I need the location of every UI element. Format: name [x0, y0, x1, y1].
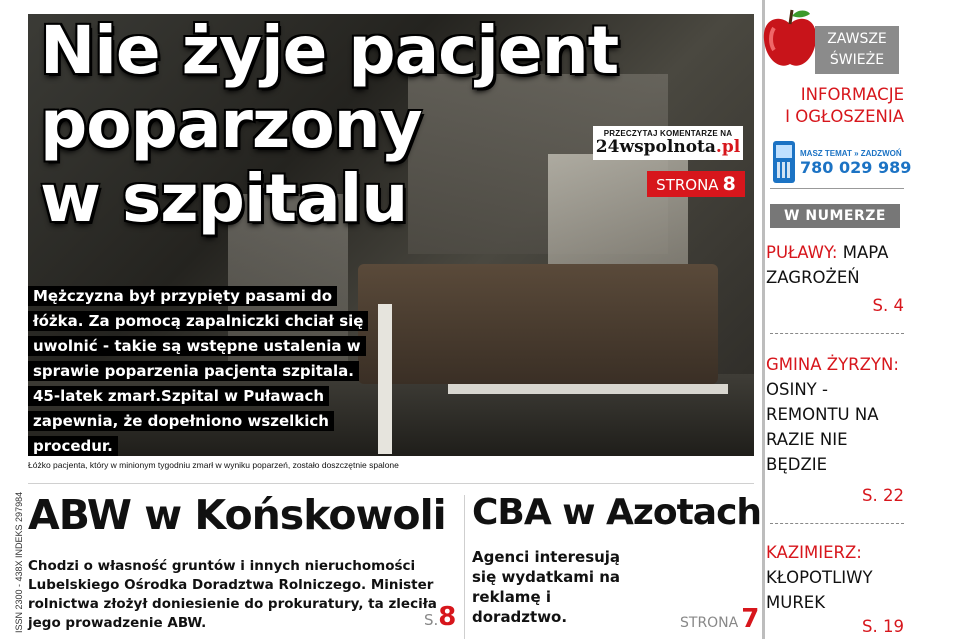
main-story-page-badge: STRONA 8 [647, 171, 745, 197]
story-page: STRONA 7 [680, 604, 760, 634]
sidebar-divider [770, 188, 904, 189]
photo-bed-rail [378, 304, 392, 454]
comments-promo[interactable] [593, 126, 743, 160]
photo-burnt-bed [358, 264, 718, 384]
photo-caption: Łóżko pacjenta, który w minionym tygodniu zmarł w wyniku poparzeń, zostało doszczętnie spalone [28, 460, 399, 470]
sidebar-rule [762, 0, 765, 639]
sidebar-item[interactable]: GMINA ŻYRZYN: OSINY - REMONTU NA RAZIE NIE BĘDZIE [766, 355, 899, 474]
sidebar-item-page: S. 4 [872, 296, 904, 315]
lead-text: Mężczyzna był przypięty pasami do łóżka. Za pomocą zapalniczki chciał się uwolnić - takie są wstępne ustalenia w sprawie poparzenia pacjenta szpitala. 45-latek zmarł.Szpital w Puławach zapewnia, że dopełniono wszelkich procedur. [28, 284, 368, 459]
fresh-badge: ZAWSZE ŚWIEŻE [815, 26, 899, 74]
story-title[interactable]: CBA w Azotach [472, 492, 762, 533]
main-headline [40, 14, 760, 236]
in-issue-header: W NUMERZE [770, 204, 900, 228]
sms-label: MASZ TEMAT » ZADZWOŃ [800, 149, 902, 158]
sidebar-item[interactable]: PUŁAWY: MAPA ZAGROŻEŃ [766, 243, 889, 287]
phone-icon [773, 141, 795, 183]
promo-site[interactable]: 24wspolnota.pl [595, 137, 741, 157]
headline-line: w szpitalu [40, 160, 408, 237]
promo-label: PRZECZYTAJ KOMENTARZE NA [603, 129, 733, 138]
section-divider [28, 483, 754, 484]
headline-line: Nie żyje pacjent [40, 12, 619, 89]
column-divider [464, 495, 465, 639]
sidebar-item-page: S. 22 [862, 486, 904, 505]
info-slogan: INFORMACJE I OGŁOSZENIA [785, 85, 904, 126]
photo-bed-rail [448, 384, 728, 394]
story-page: S.8 [424, 602, 457, 632]
headline-line: poparzony [40, 86, 422, 163]
sidebar-divider [770, 523, 904, 524]
phone-number[interactable]: 780 029 989 [800, 158, 912, 177]
story-text: Chodzi o własność gruntów i innych nieruchomości Lubelskiego Ośrodka Doradztwa Rolniczego. Minister rolnictwa złożył doniesienie do prokuratury, ta zleciła jego prowadzenie ABW. [28, 558, 437, 631]
sidebar-item[interactable]: KAZIMIERZ: KŁOPOTLIWY MUREK [766, 543, 873, 612]
sidebar-divider [770, 333, 904, 334]
story-title[interactable]: ABW w Końskowoli [28, 491, 446, 539]
issn-index: ISSN 2300 - 438X INDEKS 297984 [14, 491, 24, 633]
apple-icon [760, 6, 820, 72]
story-text: Agenci interesują się wydatkami na reklamę i doradztwo. [472, 548, 621, 626]
sidebar-item-page: S. 19 [862, 617, 904, 636]
